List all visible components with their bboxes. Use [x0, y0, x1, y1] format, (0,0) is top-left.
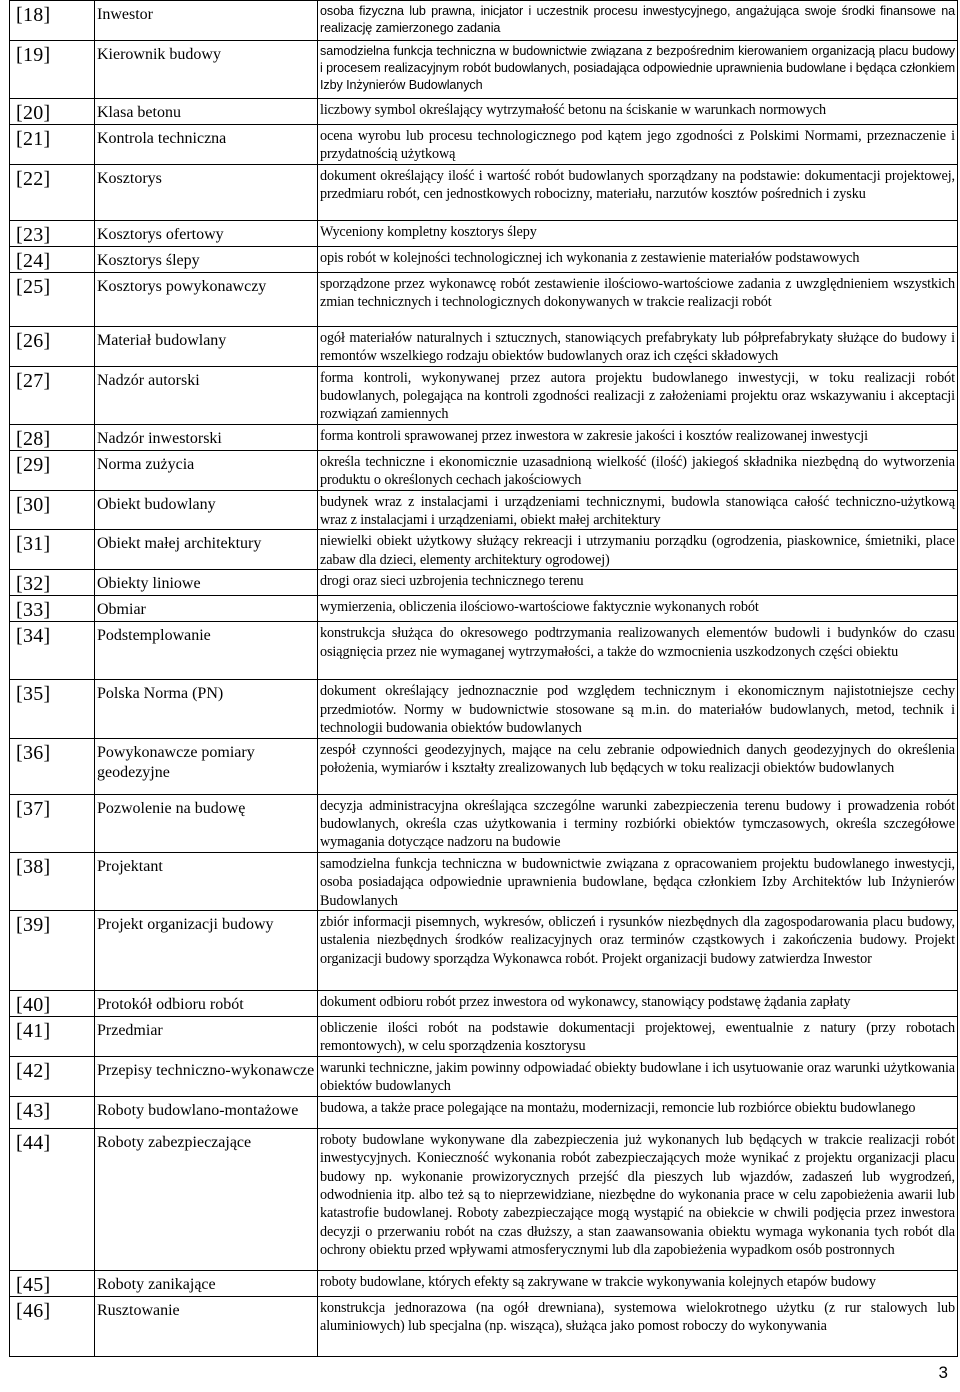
entry-term: Kierownik budowy: [95, 41, 318, 99]
entry-number: [37]: [10, 794, 95, 852]
entry-definition: roboty budowlane, których efekty są zakrywane w trakcie wykonywania kolejnych etapów budowy: [318, 1270, 958, 1296]
glossary-row: [10, 366, 958, 424]
glossary-row: [10, 41, 958, 99]
glossary-row: [10, 910, 958, 990]
glossary-row: [10, 1270, 958, 1296]
entry-term: Rusztowanie: [95, 1296, 318, 1356]
entry-definition: dokument określający ilość i wartość robót budowlanych sporządzany na podstawie: dokumentacji projektowej, przedmiaru robót, cen jednostkowych robocizny, materiału, narzutów kosztów pośrednich i zysku: [318, 164, 958, 220]
entry-number: [44]: [10, 1128, 95, 1270]
glossary-row: [10, 164, 958, 220]
entry-term: Roboty budowlano-montażowe: [95, 1096, 318, 1128]
entry-term: Kosztorys powykonawczy: [95, 272, 318, 326]
entry-number: [31]: [10, 530, 95, 570]
entry-term: Norma zużycia: [95, 450, 318, 490]
entry-number: [46]: [10, 1296, 95, 1356]
entry-number: [42]: [10, 1056, 95, 1096]
entry-number: [41]: [10, 1016, 95, 1056]
glossary-row: [10, 794, 958, 852]
glossary-row: [10, 1056, 958, 1096]
entry-term: Projekt organizacji budowy: [95, 910, 318, 990]
glossary-row: [10, 272, 958, 326]
glossary-row: [10, 1296, 958, 1356]
glossary-row: [10, 246, 958, 272]
entry-number: [35]: [10, 680, 95, 738]
entry-number: [43]: [10, 1096, 95, 1128]
entry-term: Kosztorys ślepy: [95, 246, 318, 272]
entry-term: Pozwolenie na budowę: [95, 794, 318, 852]
entry-number: [26]: [10, 326, 95, 366]
entry-term: Obiekt budowlany: [95, 490, 318, 530]
glossary-body: [10, 1, 958, 1357]
entry-number: [34]: [10, 622, 95, 680]
entry-definition: obliczenie ilości robót na podstawie dokumentacji projektowej, ewentualnie z natury (przy robotach remontowych), w celu sporządzenia kosztorysu: [318, 1016, 958, 1056]
glossary-row: [10, 99, 958, 125]
entry-term: Obmiar: [95, 596, 318, 622]
entry-definition: roboty budowlane wykonywane dla zabezpieczenia już wykonanych lub będących w trakcie realizacji robót inwestycyjnych. Konieczność wykonania robót zabezpieczających może wynikać z projektu organizacji placu budowy np. wykonanie prowizorycznych przejść dla pieszych lub wjazdów, zadaszeń lub wygrodzeń, odwodnienia itp. albo też są to nieprzewidziane, niezbędne do wykonania prace w celu zapobieżenia awarii lub katastrofie budowlanej. Roboty zabezpieczające mogą wystąpić na obiekcie w chwili podjęcia przez inwestora decyzji o przerwaniu robót na czas dłuższy, a stan zaawansowania obiektu wymaga wykonania tych robót dla ochrony obiektu przed wpływami atmosferycznymi lub dla zapobieżenia wypadkom osób postronnych: [318, 1128, 958, 1270]
entry-definition: forma kontroli sprawowanej przez inwestora w zakresie jakości i kosztów realizowanej inwestycji: [318, 424, 958, 450]
glossary-row: [10, 1, 958, 41]
entry-definition: ogół materiałów naturalnych i sztucznych, stanowiących prefabrykaty lub półprefabrykaty służące do budowy i remontów wszelkiego rodzaju obiektów budowlanych oraz ich części składowych: [318, 326, 958, 366]
entry-definition: warunki techniczne, jakim powinny odpowiadać obiekty budowlane i ich usytuowanie oraz warunki użytkowania obiektów budowlanych: [318, 1056, 958, 1096]
glossary-row: [10, 852, 958, 910]
entry-number: [18]: [10, 1, 95, 41]
entry-number: [28]: [10, 424, 95, 450]
glossary-row: [10, 1096, 958, 1128]
entry-definition: forma kontroli, wykonywanej przez autora projektu budowlanego inwestycji, w toku realizacji robót budowlanych, polegająca na kontroli zgodności realizacji z założeniami projektu oraz wskazywaniu i akceptacji rozwiązań zamiennych: [318, 366, 958, 424]
entry-term: Kontrola techniczna: [95, 125, 318, 165]
entry-definition: samodzielna funkcja techniczna w budownictwie związana z opracowaniem projektu budowlanego inwestycji, osoba posiadająca odpowiednie uprawnienia budowlane, będąca członkiem Izby Architektów lub Inżynierów Budowlanych: [318, 852, 958, 910]
entry-number: [29]: [10, 450, 95, 490]
entry-number: [22]: [10, 164, 95, 220]
entry-term: Obiekt małej architektury: [95, 530, 318, 570]
entry-number: [30]: [10, 490, 95, 530]
entry-definition: drogi oraz sieci uzbrojenia technicznego terenu: [318, 570, 958, 596]
entry-definition: osoba fizyczna lub prawna, inicjator i uczestnik procesu inwestycyjnego, angażująca swoje środki finansowe na realizację zamierzonego zadania: [318, 1, 958, 41]
entry-number: [24]: [10, 246, 95, 272]
entry-definition: konstrukcja służąca do okresowego podtrzymania realizowanych elementów budowli i budynków do czasu osiągnięcia przez nie wymaganej wytrzymałości, a także do wzmocnienia uszkodzonych części obiektu: [318, 622, 958, 680]
entry-term: Kosztorys ofertowy: [95, 220, 318, 246]
glossary-table: [9, 0, 958, 1357]
entry-number: [39]: [10, 910, 95, 990]
entry-number: [45]: [10, 1270, 95, 1296]
entry-term: Powykonawcze pomiary geodezyjne: [95, 738, 318, 794]
entry-definition: ocena wyrobu lub procesu technologicznego pod kątem jego zgodności z Polskimi Normami, przeznaczenie i przydatnością użytkową: [318, 125, 958, 165]
entry-definition: dokument określający jednoznacznie pod względem technicznym i ekonomicznym najistotniejsze cechy przedmiotów. Normy w budownictwie stosowane są m.in. do materiałów budowlanych, metod, technik i technologii budowania obiektów budowlanych: [318, 680, 958, 738]
entry-definition: dokument odbioru robót przez inwestora od wykonawcy, stanowiący podstawę żądania zapłaty: [318, 990, 958, 1016]
entry-definition: sporządzone przez wykonawcę robót zestawienie ilościowo-wartościowe zadania z uwzględnieniem wszystkich zmian technicznych i technologicznych dokonywanych w trakcie realizacji robót: [318, 272, 958, 326]
entry-definition: wymierzenia, obliczenia ilościowo-wartościowe faktycznie wykonanych robót: [318, 596, 958, 622]
entry-definition: określa techniczne i ekonomicznie uzasadnioną wielkość (ilość) jakiegoś składnika niezbędną do wytworzenia produktu o określonych cechach jakościowych: [318, 450, 958, 490]
glossary-row: [10, 738, 958, 794]
glossary-row: [10, 596, 958, 622]
entry-number: [25]: [10, 272, 95, 326]
entry-term: Przedmiar: [95, 1016, 318, 1056]
entry-term: Obiekty liniowe: [95, 570, 318, 596]
entry-term: Projektant: [95, 852, 318, 910]
entry-term: Klasa betonu: [95, 99, 318, 125]
entry-term: Nadzór inwestorski: [95, 424, 318, 450]
glossary-row: [10, 220, 958, 246]
entry-number: [27]: [10, 366, 95, 424]
entry-definition: Wyceniony kompletny kosztorys ślepy: [318, 220, 958, 246]
entry-term: Roboty zanikające: [95, 1270, 318, 1296]
entry-definition: zbiór informacji pisemnych, wykresów, obliczeń i rysunków niezbędnych dla zagospodarowania placu budowy, ustalenia niezbędnych środków realizacyjnych oraz terminów cząstkowych i zakończenia budowy. Projekt organizacji budowy sporządza Wykonawca robót. Projekt organizacji budowy zatwierdza Inwestor: [318, 910, 958, 990]
entry-definition: konstrukcja jednorazowa (na ogół drewniana), systemowa wielokrotnego użytku (z rur stalowych lub aluminiowych) lub specjalna (np. wisząca), służąca jako pomost roboczy do wykonywania: [318, 1296, 958, 1356]
glossary-row: [10, 490, 958, 530]
entry-definition: decyzja administracyjna określająca szczególne warunki zabezpieczenia terenu budowy i prowadzenia robót budowlanych, określa czas użytkowania i terminy rozbiórki obiektów tymczasowych, określa szczegółowe wymagania dotyczące nadzoru na budowie: [318, 794, 958, 852]
entry-term: Przepisy techniczno-wykonawcze: [95, 1056, 318, 1096]
glossary-row: [10, 450, 958, 490]
entry-definition: budynek wraz z instalacjami i urządzeniami technicznymi, budowla stanowiąca całość techniczno-użytkową wraz z instalacjami i urządzeniami, obiekt małej architektury: [318, 490, 958, 530]
glossary-row: [10, 622, 958, 680]
entry-definition: liczbowy symbol określający wytrzymałość betonu na ściskanie w warunkach normowych: [318, 99, 958, 125]
entry-number: [40]: [10, 990, 95, 1016]
entry-number: [33]: [10, 596, 95, 622]
glossary-row: [10, 326, 958, 366]
glossary-row: [10, 680, 958, 738]
entry-term: Kosztorys: [95, 164, 318, 220]
glossary-row: [10, 1128, 958, 1270]
glossary-row: [10, 125, 958, 165]
glossary-row: [10, 424, 958, 450]
entry-number: [21]: [10, 125, 95, 165]
entry-definition: samodzielna funkcja techniczna w budownictwie związana z bezpośrednim kierowaniem organizacją placu budowy i procesem realizacyjnym robót budowlanych, posiadająca odpowiednie uprawnienia budowlane i będąca członkiem Izby Inżynierów Budowlanych: [318, 41, 958, 99]
entry-term: Podstemplowanie: [95, 622, 318, 680]
entry-number: [38]: [10, 852, 95, 910]
entry-definition: budowa, a także prace polegające na montażu, modernizacji, remoncie lub rozbiórce obiektu budowlanego: [318, 1096, 958, 1128]
entry-term: Inwestor: [95, 1, 318, 41]
entry-definition: zespół czynności geodezyjnych, mające na celu zebranie odpowiednich danych geodezyjnych do określenia położenia, wymiarów i kształty zrealizowanych lub będących w toku realizacji obiektów budowlanych: [318, 738, 958, 794]
entry-number: [23]: [10, 220, 95, 246]
entry-term: Nadzór autorski: [95, 366, 318, 424]
entry-term: Roboty zabezpieczające: [95, 1128, 318, 1270]
entry-term: Materiał budowlany: [95, 326, 318, 366]
entry-definition: opis robót w kolejności technologicznej ich wykonania z zestawienie materiałów podstawowych: [318, 246, 958, 272]
entry-number: [20]: [10, 99, 95, 125]
entry-definition: niewielki obiekt użytkowy służący rekreacji i utrzymaniu porządku (ogrodzenia, piaskownice, śmietniki, place zabaw dla dzieci, elementy architektury ogrodowej): [318, 530, 958, 570]
entry-term: Polska Norma (PN): [95, 680, 318, 738]
entry-number: [32]: [10, 570, 95, 596]
glossary-row: [10, 990, 958, 1016]
entry-term: Protokół odbioru robót: [95, 990, 318, 1016]
glossary-row: [10, 1016, 958, 1056]
glossary-row: [10, 570, 958, 596]
entry-number: [19]: [10, 41, 95, 99]
glossary-row: [10, 530, 958, 570]
entry-number: [36]: [10, 738, 95, 794]
page-number: 3: [938, 1363, 948, 1382]
